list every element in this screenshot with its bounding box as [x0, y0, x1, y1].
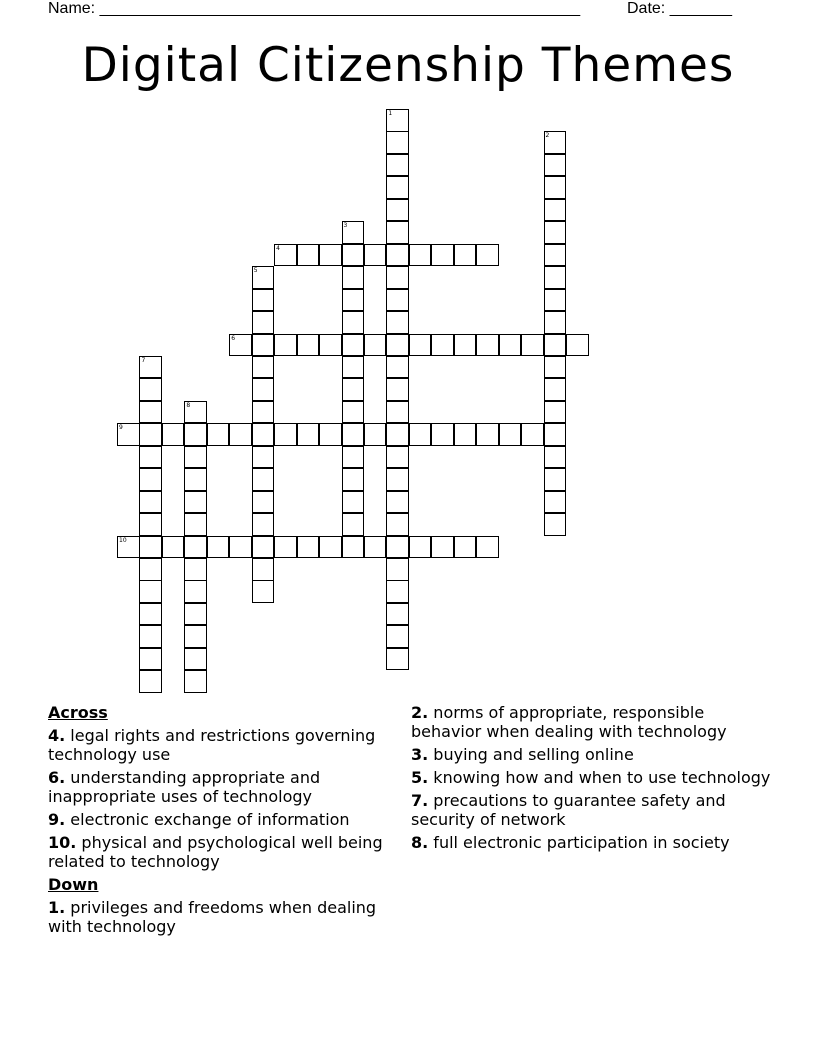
- crossword-cell[interactable]: [386, 334, 409, 357]
- crossword-cell[interactable]: [139, 446, 162, 469]
- crossword-cell[interactable]: [252, 378, 275, 401]
- crossword-cell[interactable]: [544, 176, 567, 199]
- crossword-cell[interactable]: [476, 536, 499, 559]
- crossword-cell[interactable]: [184, 603, 207, 626]
- date-field-label: Date: _______: [627, 0, 732, 17]
- clue-number: 9.: [48, 810, 66, 829]
- crossword-cell[interactable]: [252, 356, 275, 379]
- crossword-cell[interactable]: [342, 468, 365, 491]
- crossword-cell[interactable]: [454, 536, 477, 559]
- down-clue-3: [411, 745, 771, 764]
- crossword-cell[interactable]: [252, 491, 275, 514]
- crossword-cell[interactable]: [184, 670, 207, 693]
- crossword-cell[interactable]: [386, 356, 409, 379]
- cell-number: 10: [119, 536, 127, 544]
- crossword-cell[interactable]: [386, 648, 409, 671]
- crossword-cell[interactable]: [386, 468, 409, 491]
- crossword-cell[interactable]: [162, 536, 185, 559]
- crossword-cell[interactable]: [409, 536, 432, 559]
- crossword-cell[interactable]: [386, 154, 409, 177]
- crossword-cell[interactable]: [342, 266, 365, 289]
- crossword-cell[interactable]: [139, 670, 162, 693]
- clue-number: 8.: [411, 833, 429, 852]
- clue-text: norms of appropriate, responsible behavior when dealing with technology: [411, 703, 727, 741]
- cell-number: 3: [343, 222, 348, 230]
- crossword-cell[interactable]: [386, 176, 409, 199]
- crossword-cell[interactable]: [566, 334, 589, 357]
- across-clue-6: [48, 768, 393, 806]
- crossword-cell[interactable]: [476, 334, 499, 357]
- crossword-cell[interactable]: [386, 199, 409, 222]
- crossword-cell[interactable]: [139, 580, 162, 603]
- crossword-cell[interactable]: [184, 513, 207, 536]
- clue-number: 2.: [411, 703, 429, 722]
- cell-number: 9: [119, 424, 123, 432]
- crossword-cell[interactable]: [544, 401, 567, 424]
- crossword-cell[interactable]: [252, 558, 275, 581]
- crossword-cell[interactable]: [184, 446, 207, 469]
- crossword-cell[interactable]: [544, 446, 567, 469]
- crossword-cell[interactable]: [521, 423, 544, 446]
- crossword-cell[interactable]: [386, 603, 409, 626]
- crossword-cell[interactable]: [252, 311, 275, 334]
- across-clue-10: [48, 833, 393, 871]
- crossword-cell[interactable]: [252, 401, 275, 424]
- crossword-cell[interactable]: [386, 536, 409, 559]
- crossword-cell[interactable]: [476, 423, 499, 446]
- crossword-cell[interactable]: [342, 221, 365, 244]
- cell-number: 8: [186, 401, 191, 409]
- crossword-cell[interactable]: [544, 356, 567, 379]
- crossword-cell[interactable]: [409, 423, 432, 446]
- crossword-cell[interactable]: [274, 423, 297, 446]
- crossword-cell[interactable]: [499, 423, 522, 446]
- crossword-cell[interactable]: [386, 513, 409, 536]
- crossword-cell[interactable]: [386, 580, 409, 603]
- across-clue-4: [48, 726, 393, 764]
- crossword-cell[interactable]: [117, 536, 140, 559]
- clue-number: 4.: [48, 726, 66, 745]
- crossword-cell[interactable]: [386, 423, 409, 446]
- crossword-cell[interactable]: [342, 491, 365, 514]
- cell-number: 4: [276, 244, 280, 252]
- cell-number: 6: [231, 334, 236, 342]
- crossword-cell[interactable]: [544, 334, 567, 357]
- crossword-cell[interactable]: [117, 423, 140, 446]
- crossword-cell[interactable]: [139, 603, 162, 626]
- crossword-cell[interactable]: [139, 423, 162, 446]
- clue-number: 7.: [411, 791, 429, 810]
- cell-number: 7: [141, 356, 146, 364]
- crossword-cell[interactable]: [184, 580, 207, 603]
- clue-text: full electronic participation in society: [428, 833, 730, 852]
- cell-number: 2: [545, 132, 550, 140]
- down-clue-1: [48, 898, 393, 936]
- crossword-cell[interactable]: [364, 536, 387, 559]
- crossword-cell[interactable]: [184, 401, 207, 424]
- clue-text: buying and selling online: [428, 745, 634, 764]
- cell-number: 1: [388, 110, 393, 117]
- crossword-cell[interactable]: [139, 401, 162, 424]
- clue-number: 5.: [411, 768, 429, 787]
- crossword-cell[interactable]: [544, 266, 567, 289]
- crossword-cell[interactable]: [252, 289, 275, 312]
- crossword-cell[interactable]: [544, 378, 567, 401]
- across-clue-9: [48, 810, 393, 829]
- clue-number: 10.: [48, 833, 77, 852]
- crossword-cell[interactable]: [386, 491, 409, 514]
- name-field-label: Name: ______________________________________________________: [48, 0, 581, 17]
- crossword-cell[interactable]: [386, 378, 409, 401]
- crossword-cell[interactable]: [252, 446, 275, 469]
- clue-text: precautions to guarantee safety and security of network: [411, 791, 726, 829]
- crossword-cell[interactable]: [544, 423, 567, 446]
- crossword-cell[interactable]: [319, 334, 342, 357]
- crossword-cell[interactable]: [342, 536, 365, 559]
- crossword-cell[interactable]: [297, 536, 320, 559]
- clue-text: privileges and freedoms when dealing with technology: [48, 898, 377, 936]
- crossword-cell[interactable]: [252, 513, 275, 536]
- crossword-cell[interactable]: [184, 625, 207, 648]
- crossword-cell[interactable]: [274, 334, 297, 357]
- crossword-cell[interactable]: [476, 244, 499, 267]
- clue-number: 6.: [48, 768, 66, 787]
- crossword-cell[interactable]: [521, 334, 544, 357]
- crossword-cell[interactable]: [139, 378, 162, 401]
- crossword-cell[interactable]: [342, 513, 365, 536]
- crossword-cell[interactable]: [454, 244, 477, 267]
- crossword-cell[interactable]: [184, 491, 207, 514]
- crossword-cell[interactable]: [386, 558, 409, 581]
- clue-text: electronic exchange of information: [65, 810, 350, 829]
- crossword-cell[interactable]: [184, 423, 207, 446]
- down-clue-2: [411, 703, 771, 741]
- crossword-cell[interactable]: [139, 536, 162, 559]
- clues-right-column: [411, 703, 771, 856]
- cell-number: 5: [253, 267, 258, 275]
- crossword-cell[interactable]: [386, 625, 409, 648]
- crossword-cell[interactable]: [342, 446, 365, 469]
- crossword-cell[interactable]: [454, 423, 477, 446]
- crossword-cell[interactable]: [319, 423, 342, 446]
- clue-text: understanding appropriate and inappropriate uses of technology: [48, 768, 321, 806]
- crossword-cell[interactable]: [386, 244, 409, 267]
- crossword-cell[interactable]: [297, 334, 320, 357]
- puzzle-title: Digital Citizenship Themes: [81, 38, 735, 93]
- crossword-cell[interactable]: [364, 423, 387, 446]
- crossword-cell[interactable]: [544, 131, 567, 154]
- clue-text: knowing how and when to use technology: [428, 768, 771, 787]
- crossword-cell[interactable]: [409, 244, 432, 267]
- crossword-cell[interactable]: [252, 580, 275, 603]
- crossword-cell[interactable]: [342, 311, 365, 334]
- clue-number: 3.: [411, 745, 429, 764]
- clue-text: physical and psychological well being related to technology: [48, 833, 383, 871]
- crossword-cell[interactable]: [386, 266, 409, 289]
- clues-left-column: [48, 703, 393, 940]
- crossword-cell[interactable]: [431, 244, 454, 267]
- down-clue-5: [411, 768, 771, 787]
- crossword-cell[interactable]: [319, 244, 342, 267]
- crossword-cell[interactable]: [386, 131, 409, 154]
- crossword-cell[interactable]: [139, 558, 162, 581]
- crossword-cell[interactable]: [139, 356, 162, 379]
- crossword-cell[interactable]: [386, 109, 409, 132]
- down-clue-8: [411, 833, 771, 852]
- crossword-cell[interactable]: [252, 334, 275, 357]
- crossword-cell[interactable]: [544, 199, 567, 222]
- clue-number: 1.: [48, 898, 66, 917]
- crossword-cell[interactable]: [544, 468, 567, 491]
- clue-text: legal rights and restrictions governing technology use: [48, 726, 376, 764]
- crossword-cell[interactable]: [139, 468, 162, 491]
- crossword-cell[interactable]: [342, 401, 365, 424]
- crossword-cell[interactable]: [386, 289, 409, 312]
- crossword-cell[interactable]: [139, 513, 162, 536]
- crossword-cell[interactable]: [431, 334, 454, 357]
- crossword-cell[interactable]: [207, 536, 230, 559]
- crossword-cell[interactable]: [342, 378, 365, 401]
- crossword-cell[interactable]: [544, 154, 567, 177]
- crossword-cell[interactable]: [499, 334, 522, 357]
- crossword-cell[interactable]: [431, 423, 454, 446]
- crossword-cell[interactable]: [274, 536, 297, 559]
- crossword-cell[interactable]: [431, 536, 454, 559]
- crossword-cell[interactable]: [184, 468, 207, 491]
- crossword-cell[interactable]: [342, 289, 365, 312]
- crossword-cell[interactable]: [364, 244, 387, 267]
- crossword-cell[interactable]: [297, 244, 320, 267]
- crossword-cell[interactable]: [252, 266, 275, 289]
- crossword-cell[interactable]: [252, 468, 275, 491]
- crossword-cell[interactable]: [342, 423, 365, 446]
- crossword-cell[interactable]: [544, 289, 567, 312]
- crossword-cell[interactable]: [544, 221, 567, 244]
- crossword-cell[interactable]: [229, 536, 252, 559]
- crossword-cell[interactable]: [139, 625, 162, 648]
- crossword-cell[interactable]: [342, 244, 365, 267]
- down-heading: Down: [48, 875, 99, 894]
- crossword-cell[interactable]: [184, 558, 207, 581]
- crossword-cell[interactable]: [319, 536, 342, 559]
- crossword-cell[interactable]: [454, 334, 477, 357]
- crossword-cell[interactable]: [386, 311, 409, 334]
- crossword-cell[interactable]: [207, 423, 230, 446]
- crossword-cell[interactable]: [229, 423, 252, 446]
- crossword-cell[interactable]: [544, 491, 567, 514]
- crossword-cell[interactable]: [139, 648, 162, 671]
- crossword-cell[interactable]: [544, 513, 567, 536]
- crossword-cell[interactable]: [364, 334, 387, 357]
- crossword-cell[interactable]: [297, 423, 320, 446]
- crossword-cell[interactable]: [184, 648, 207, 671]
- crossword-cell[interactable]: [229, 334, 252, 357]
- crossword-cell[interactable]: [386, 401, 409, 424]
- crossword-cell[interactable]: [252, 423, 275, 446]
- crossword-cell[interactable]: [139, 491, 162, 514]
- across-heading: Across: [48, 703, 108, 722]
- crossword-cell[interactable]: [409, 334, 432, 357]
- crossword-cell[interactable]: [386, 221, 409, 244]
- crossword-cell[interactable]: [184, 536, 207, 559]
- crossword-cell[interactable]: [162, 423, 185, 446]
- crossword-cell[interactable]: [342, 334, 365, 357]
- crossword-cell[interactable]: [274, 244, 297, 267]
- crossword-cell[interactable]: [342, 356, 365, 379]
- crossword-cell[interactable]: [252, 536, 275, 559]
- crossword-cell[interactable]: [386, 446, 409, 469]
- crossword-cell[interactable]: [544, 311, 567, 334]
- down-clue-7: [411, 791, 771, 829]
- crossword-cell[interactable]: [544, 244, 567, 267]
